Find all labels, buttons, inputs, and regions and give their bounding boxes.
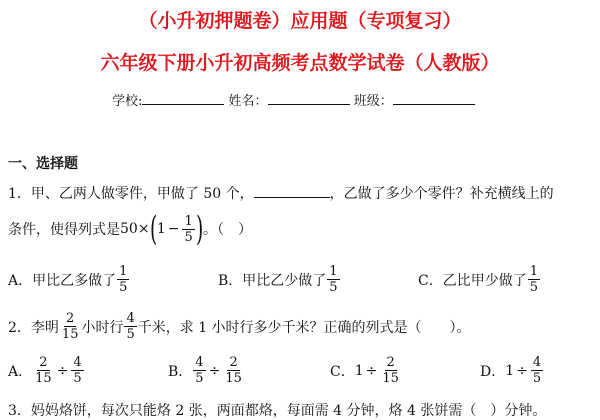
fraction-numerator: 2: [39, 355, 48, 370]
option-label: B．: [168, 363, 193, 380]
option-label: C．: [330, 363, 355, 380]
fraction-denominator: 5: [529, 280, 538, 295]
fraction-numerator: 1: [329, 264, 338, 279]
q1-expr-minus: −: [167, 221, 180, 237]
option-label: A．甲比乙多做了: [8, 272, 117, 289]
option-fraction-left: [33, 356, 54, 385]
q1-option-b[interactable]: [218, 265, 341, 294]
option-fraction: [528, 265, 540, 294]
section-heading: 一、选择题: [8, 156, 78, 172]
fraction-numerator: 1: [184, 213, 193, 229]
q1-option-c[interactable]: [418, 265, 541, 294]
fraction-denominator: 5: [119, 280, 128, 295]
q1-option-a[interactable]: [8, 265, 130, 294]
q1-fill-blank[interactable]: [254, 185, 330, 198]
fraction-numerator: 4: [73, 355, 82, 370]
fraction-numerator: 2: [229, 355, 238, 370]
student-info-line: [112, 90, 475, 109]
divide-sign: ÷: [516, 362, 528, 379]
fraction-denominator: 5: [126, 327, 135, 342]
fraction-numerator: 4: [195, 355, 204, 370]
fraction-denominator: 15: [225, 371, 242, 386]
fraction-numerator: 1: [119, 264, 128, 279]
fraction-denominator: 5: [73, 371, 82, 386]
q2-option-a[interactable]: [8, 356, 85, 385]
option-fraction-right: [531, 356, 543, 385]
fraction-denominator: 5: [195, 371, 204, 386]
q2-option-b[interactable]: [168, 356, 245, 385]
option-label: C．乙比甲少做了: [418, 272, 527, 289]
option-fraction: [117, 265, 129, 294]
exam-title: （小升初押题卷）应用题（专项复习）: [138, 10, 462, 32]
q2-option-d[interactable]: [480, 356, 544, 385]
option-fraction-right: [380, 356, 401, 385]
q2-fraction-time: [60, 312, 81, 341]
class-label: 班级：: [353, 94, 393, 109]
q1-text-b: ，乙做了多少个零件？补充横线上的: [329, 186, 554, 202]
exam-subtitle: 六年级下册小升初高频考点数学试卷（人教版）: [100, 52, 500, 74]
option-fraction: [327, 265, 339, 294]
q1-line1: [8, 183, 554, 203]
q2-text-c: 千米，求 1 小时行多少千米？正确的列式是（ ）。: [137, 319, 471, 336]
q1-line2: [8, 209, 253, 249]
option-fraction-right: [223, 356, 244, 385]
divide-sign: ÷: [208, 362, 221, 379]
q1-expr-one: 1: [156, 221, 166, 237]
q2-fraction-distance: [124, 312, 136, 341]
fraction-denominator: 15: [61, 327, 79, 342]
q1-answer-paren: 。（ ）: [203, 222, 253, 238]
name-label: 姓名：: [228, 94, 268, 109]
left-paren: (: [149, 209, 157, 249]
fraction-numerator: 4: [532, 355, 542, 370]
q1-expr-fraction: [182, 215, 194, 244]
fraction-numerator: 4: [126, 311, 135, 326]
option-label: B．甲比乙少做了: [218, 272, 327, 289]
name-blank[interactable]: [268, 91, 350, 105]
fraction-denominator: 5: [184, 229, 193, 245]
option-integer: 1: [505, 362, 515, 379]
q2-text-a: 2．李明: [8, 319, 59, 336]
fraction-numerator: 1: [529, 264, 538, 279]
right-paren: ): [195, 209, 204, 249]
option-label: D．: [480, 363, 506, 380]
q3-line: 3．妈妈烙饼，每次只能烙 2 张，两面都烙，每面需 4 分钟，烙 4 张饼需（ ）分钟。: [8, 403, 547, 419]
option-fraction-right: [71, 356, 83, 385]
q1-text-c: 条件，使得列式是: [8, 222, 120, 238]
fraction-denominator: 5: [329, 280, 338, 295]
school-label: 学校:: [112, 94, 143, 109]
class-blank[interactable]: [393, 91, 475, 105]
q2-line: [8, 312, 471, 341]
fraction-denominator: 15: [35, 371, 52, 386]
q1-text-a: 1．甲、乙两人做零件，甲做了 50 个，: [8, 186, 254, 202]
divide-sign: ÷: [365, 362, 378, 379]
fraction-denominator: 15: [382, 371, 399, 386]
divide-sign: ÷: [56, 362, 69, 379]
fraction-numerator: 2: [66, 311, 75, 326]
option-integer: 1: [354, 362, 364, 379]
q2-option-c[interactable]: [330, 356, 402, 385]
option-fraction-left: [193, 356, 205, 385]
fraction-numerator: 2: [386, 355, 395, 370]
q1-expr-lead: 50×: [120, 221, 150, 237]
option-label: A．: [8, 363, 33, 380]
q2-text-b: 小时行: [81, 319, 124, 336]
fraction-denominator: 5: [532, 371, 542, 386]
school-blank[interactable]: [142, 91, 224, 105]
